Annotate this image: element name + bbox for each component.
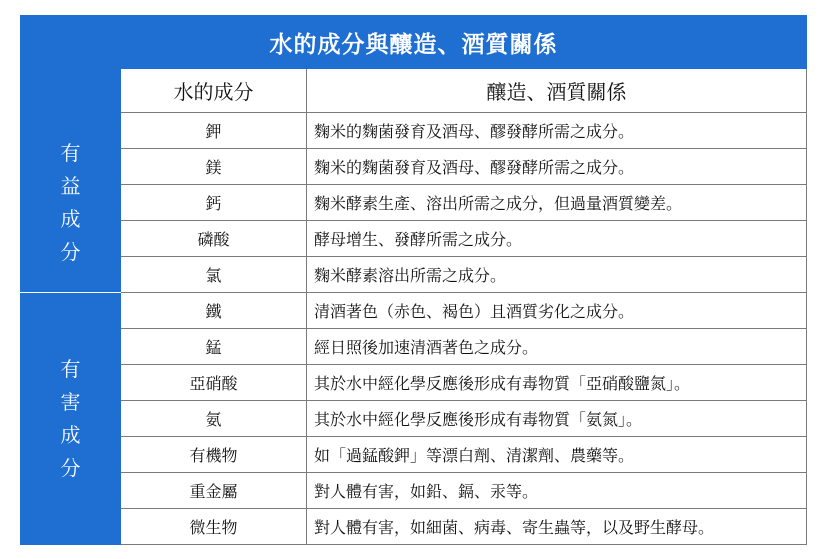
table-row — [21, 113, 807, 149]
relation-cell: 清酒著色（赤色、褐色）且酒質劣化之成分。 — [307, 293, 807, 329]
component-cell: 氨 — [121, 401, 307, 437]
group-label-text: 有益成分 — [60, 140, 81, 264]
table-row — [21, 365, 807, 401]
component-cell: 亞硝酸 — [121, 365, 307, 401]
table-row — [21, 221, 807, 257]
component-cell: 氯 — [121, 257, 307, 293]
table-row — [21, 149, 807, 185]
component-cell: 鈣 — [121, 185, 307, 221]
component-cell: 重金屬 — [121, 473, 307, 509]
relation-cell: 對人體有害，如細菌、病毒、寄生蟲等，以及野生酵母。 — [307, 509, 807, 545]
relation-cell: 麴米的麴菌發育及酒母、醪發酵所需之成分。 — [307, 113, 807, 149]
group-label-harmful — [21, 293, 121, 545]
relation-cell: 麴米酵素溶出所需之成分。 — [307, 257, 807, 293]
relation-cell: 如「過錳酸鉀」等漂白劑、清潔劑、農藥等。 — [307, 437, 807, 473]
component-cell: 錳 — [121, 329, 307, 365]
table-row — [21, 509, 807, 545]
table-title: 水的成分與釀造、酒質關係 — [21, 16, 807, 69]
composition-table-container — [20, 15, 806, 545]
table-row — [21, 185, 807, 221]
relation-cell: 麴米酵素生產、溶出所需之成分，但過量酒質變差。 — [307, 185, 807, 221]
component-cell: 鉀 — [121, 113, 307, 149]
table-row — [21, 401, 807, 437]
component-cell: 鐵 — [121, 293, 307, 329]
water-composition-table — [20, 15, 807, 545]
component-cell: 磷酸 — [121, 221, 307, 257]
table-row — [21, 437, 807, 473]
table-row — [21, 257, 807, 293]
relation-cell: 對人體有害，如鉛、鎘、汞等。 — [307, 473, 807, 509]
component-cell: 有機物 — [121, 437, 307, 473]
header-relation: 釀造、酒質關係 — [307, 69, 807, 113]
table-row — [21, 473, 807, 509]
header-component: 水的成分 — [121, 69, 307, 113]
relation-cell: 其於水中經化學反應後形成有毒物質「氨氮」。 — [307, 401, 807, 437]
table-row — [21, 329, 807, 365]
relation-cell: 麴米的麴菌發育及酒母、醪發酵所需之成分。 — [307, 149, 807, 185]
relation-cell: 其於水中經化學反應後形成有毒物質「亞硝酸鹽氮」。 — [307, 365, 807, 401]
component-cell: 微生物 — [121, 509, 307, 545]
group-label-text: 有害成分 — [60, 356, 81, 480]
relation-cell: 酵母增生、發酵所需之成分。 — [307, 221, 807, 257]
group-label-beneficial — [21, 113, 121, 293]
relation-cell: 經日照後加速清酒著色之成分。 — [307, 329, 807, 365]
header-blank-cell — [21, 69, 121, 113]
table-row — [21, 293, 807, 329]
component-cell: 鎂 — [121, 149, 307, 185]
